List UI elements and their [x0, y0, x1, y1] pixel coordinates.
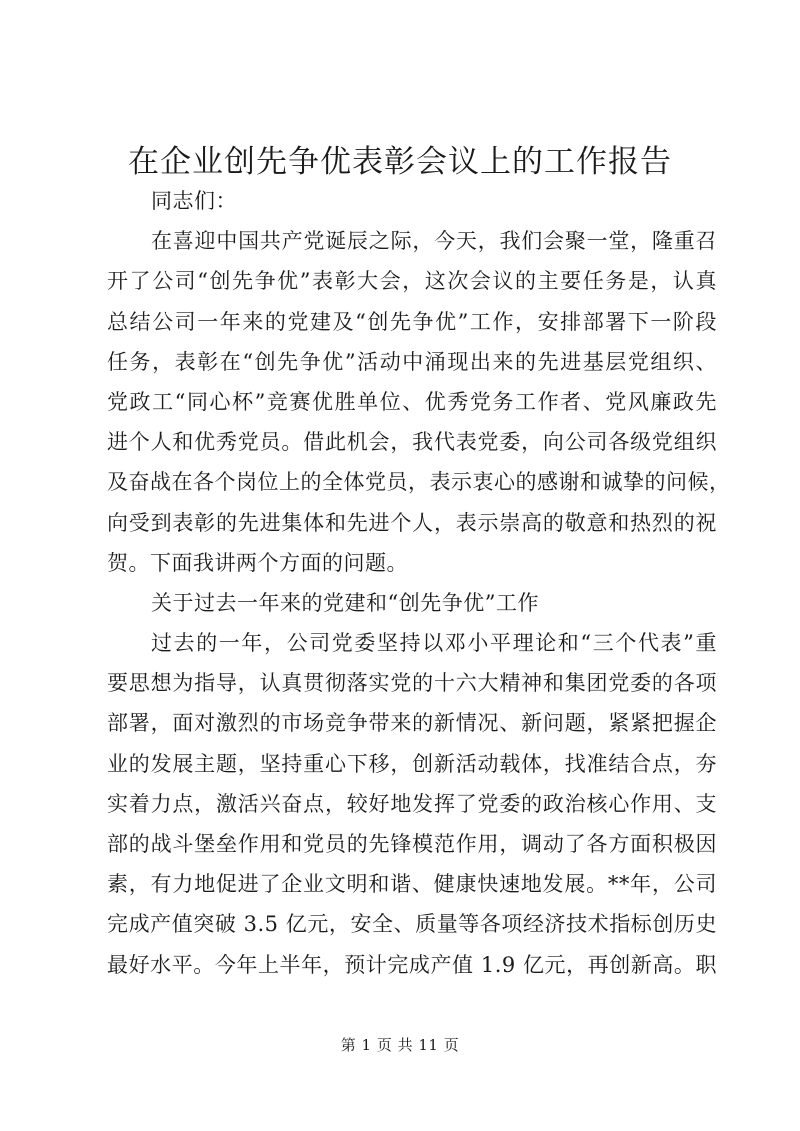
- body-line: 任务，表彰在“创先争优”活动中涌现出来的先进基层党组织、: [107, 349, 717, 374]
- body-line: 素，有力地促进了企业文明和谐、健康快速地发展。**年，公司: [107, 872, 717, 897]
- body-line: 过去的一年，公司党委坚持以邓小平理论和“三个代表”重: [151, 631, 717, 656]
- body-line: 贺。下面我讲两个方面的问题。: [107, 550, 408, 575]
- body-line: 完成产值突破 3.5 亿元，安全、质量等各项经济技术指标创历史: [107, 912, 717, 937]
- body-line: 业的发展主题，坚持重心下移，创新活动载体，找准结合点，夯: [107, 751, 717, 776]
- section-heading: 关于过去一年来的党建和“创先争优”工作: [151, 590, 539, 615]
- body-line: 在喜迎中国共产党诞辰之际，今天，我们会聚一堂，隆重召: [151, 229, 717, 254]
- body-line: 进个人和优秀党员。借此机会，我代表党委，向公司各级党组织: [107, 430, 717, 455]
- document-body: [107, 181, 731, 985]
- body-line: 要思想为指导，认真贯彻落实党的十六大精神和集团党委的各项: [107, 671, 717, 696]
- document-title: 在企业创先争优表彰会议上的工作报告: [128, 144, 672, 180]
- body-line: 及奋战在各个岗位上的全体党员，表示衷心的感谢和诚挚的问候，: [107, 470, 731, 495]
- page-footer: 第 1 页 共 11 页: [340, 1036, 460, 1054]
- body-line: 最好水平。今年上半年，预计完成产值 1.9 亿元，再创新高。职: [107, 952, 717, 977]
- body-line: 部的战斗堡垒作用和党员的先锋模范作用，调动了各方面积极因: [107, 832, 717, 856]
- body-line: 部署，面对激烈的市场竞争带来的新情况、新问题，紧紧把握企: [107, 711, 717, 736]
- salutation-line: 同志们：: [151, 189, 237, 213]
- body-line: 总结公司一年来的党建及“创先争优”工作，安排部署下一阶段: [107, 309, 717, 334]
- body-line: 实着力点，激活兴奋点，较好地发挥了党委的政治核心作用、支: [107, 791, 717, 816]
- body-line: 向受到表彰的先进集体和先进个人，表示崇高的敬意和热烈的祝: [107, 510, 717, 535]
- body-line: 开了公司“创先争优”表彰大会，这次会议的主要任务是，认真: [107, 269, 717, 294]
- body-line: 党政工“同心杯”竞赛优胜单位、优秀党务工作者、党风廉政先: [107, 389, 717, 414]
